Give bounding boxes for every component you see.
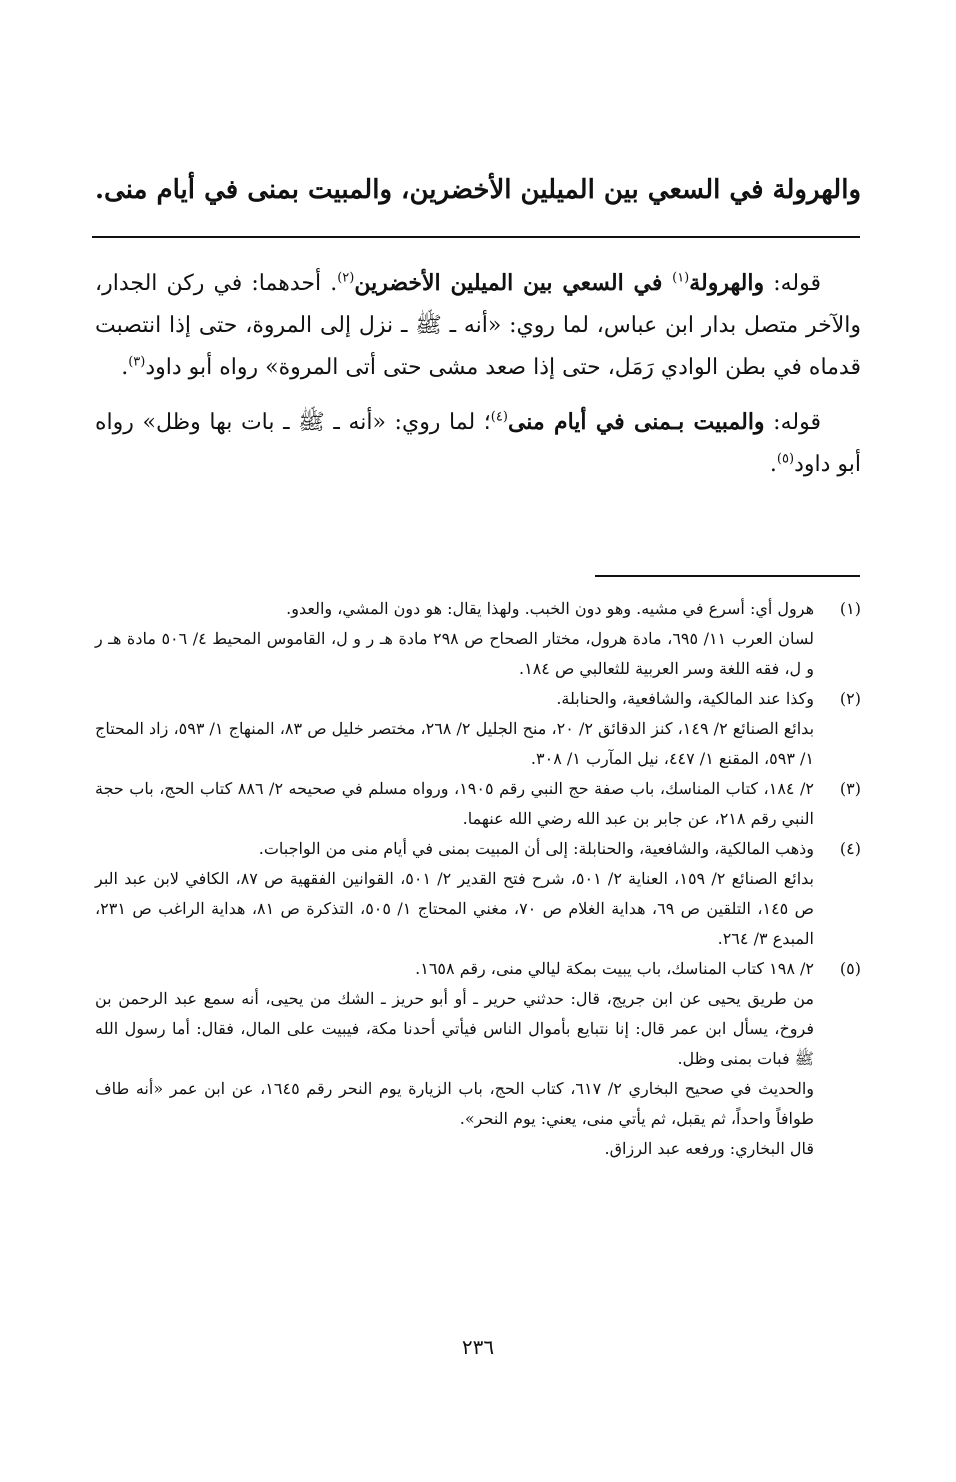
paragraph-1-text: . أحدهما: في ركن الجدار، والآخر متصل بدار ابن عباس، لما روي: «أنه ـ ﷺ ـ نزل إلى المروة، حتى إذا انتصبت قدماه في بطن الوادي رَمَل، حتى إذا صعد مشى حتى أتى المروة» رواه أبو داود [95,271,861,380]
paragraph-1-end: . [121,355,129,380]
footnote-number: (١) [839,599,861,618]
footnote-line: بدائع الصنائع ٢/ ١٥٩، العناية ٢/ ٥٠١، شرح فتح القدير ٢/ ٥٠١، القوانين الفقهية ص ٨٧، الكافي لابن عبد البر ص ١٤٥، التلقين ص ٦٩، هداية الغلام ص ٧٠، مغني المحتاج ١/ ٥٠٥، التذكرة ص ٨١، هداية الراغب ص ٢٣١، المبدع ٣/ ٢٦٤. [95,869,814,948]
footnote-body [95,594,814,684]
footnote-body [95,774,814,834]
heading-divider [92,236,860,238]
footnote-2 [95,684,861,774]
paragraph-1-bold-phrase: في السعي بين الميلين الأخضرين [354,270,673,296]
footnote-ref-3[interactable]: (٣) [128,354,146,370]
paragraph-2-end: . [769,452,777,477]
footnote-line: هرول أي: أسرع في مشيه. وهو دون الخبب. ولهذا يقال: هو دون المشي، والعدو. [286,599,814,618]
footnote-line: والحديث في صحيح البخاري ٢/ ٦١٧، كتاب الحج، باب الزيارة يوم النحر رقم ١٦٤٥، عن ابن عمر «أنه طاف طوافاً واحداً، ثم يقبل، ثم يأتي منى، يعني: يوم النحر». [95,1079,815,1128]
footnote-line: وكذا عند المالكية، والشافعية، والحنابلة. [556,689,814,708]
footnote-3 [95,774,861,834]
footnote-ref-4[interactable]: (٤) [490,409,508,425]
paragraph-2 [95,401,861,486]
paragraph-2-text: ؛ لما روي: «أنه ـ ﷺ ـ بات بها وظل» رواه أبو داود [95,410,861,477]
footnotes-divider [595,575,860,577]
paragraph-2-bold-phrase: والمبيت بـمنى في أيام منى [507,409,765,435]
footnote-body [95,954,814,1164]
footnote-line: ٢/ ١٩٨ كتاب المناسك، باب يبيت بمكة ليالي منى، رقم ١٦٥٨. [415,959,814,978]
page-number: ٢٣٦ [461,1335,495,1359]
footnote-ref-5[interactable]: (٥) [776,451,795,467]
footnote-body [95,834,814,954]
paragraph-2-intro: قوله: [764,410,821,435]
footnote-line: ٢/ ١٨٤، كتاب المناسك، باب صفة حج النبي رقم ١٩٠٥، ورواه مسلم في صحيحه ٢/ ٨٨٦ كتاب الحج، باب حجة النبي رقم ٢١٨، عن جابر بن عبد الله رضي الله عنهما. [95,779,814,828]
footnote-body [95,684,814,774]
section-heading: والهرولة في السعي بين الميلين الأخضرين، والمبيت بمنى في أيام منى. [94,175,861,205]
footnote-ref-2[interactable]: (٢) [337,270,355,286]
footnote-5 [95,954,861,1164]
paragraph-1-bold-term: والهرولة [689,270,765,296]
footnotes [95,594,861,1164]
footnote-1 [95,594,861,684]
footnote-number: (٢) [839,689,861,708]
footnote-line: بدائع الصنائع ٢/ ١٤٩، كنز الدقائق ٢/ ٢٠، منح الجليل ٢/ ٢٦٨، مختصر خليل ص ٨٣، المنهاج ١/ ٥٩٣، زاد المحتاج ١/ ٥٩٣، المقنع ١/ ٤٤٧، نيل المآرب ١/ ٣٠٨. [95,719,815,768]
paragraph-1 [95,262,861,389]
footnote-4 [95,834,861,954]
footnote-line: وذهب المالكية، والشافعية، والحنابلة: إلى أن المبيت بمنى في أيام منى من الواجبات. [258,839,814,858]
footnote-line: قال البخاري: ورفعه عبد الرزاق. [604,1139,814,1158]
footnote-number: (٣) [839,779,861,798]
footnote-ref-1[interactable]: (١) [672,270,690,286]
footnote-number: (٥) [839,959,861,978]
footnote-line: من طريق يحيى عن ابن جريج، قال: حدثني حرير ـ أو أبو حريز ـ الشك من يحيى، أنه سمع عبد الرحمن بن فروخ، يسأل ابن عمر قال: إنا نتبايع بأموال الناس فيأتي أحدنا مكة، فيبيت على المال، فقال: أما رسول الله ﷺ فبات بمنى وظل. [95,989,814,1068]
main-text [95,262,861,498]
footnote-number: (٤) [839,839,861,858]
footnote-line: لسان العرب ١١/ ٦٩٥، مادة هرول، مختار الصحاح ص ٢٩٨ مادة هـ ر و ل، القاموس المحيط ٤/ ٥٠٦ مادة هـ ر و ل، فقه اللغة وسر العربية للثعالبي ص ١٨٤. [95,629,815,678]
paragraph-1-intro: قوله: [764,271,821,296]
